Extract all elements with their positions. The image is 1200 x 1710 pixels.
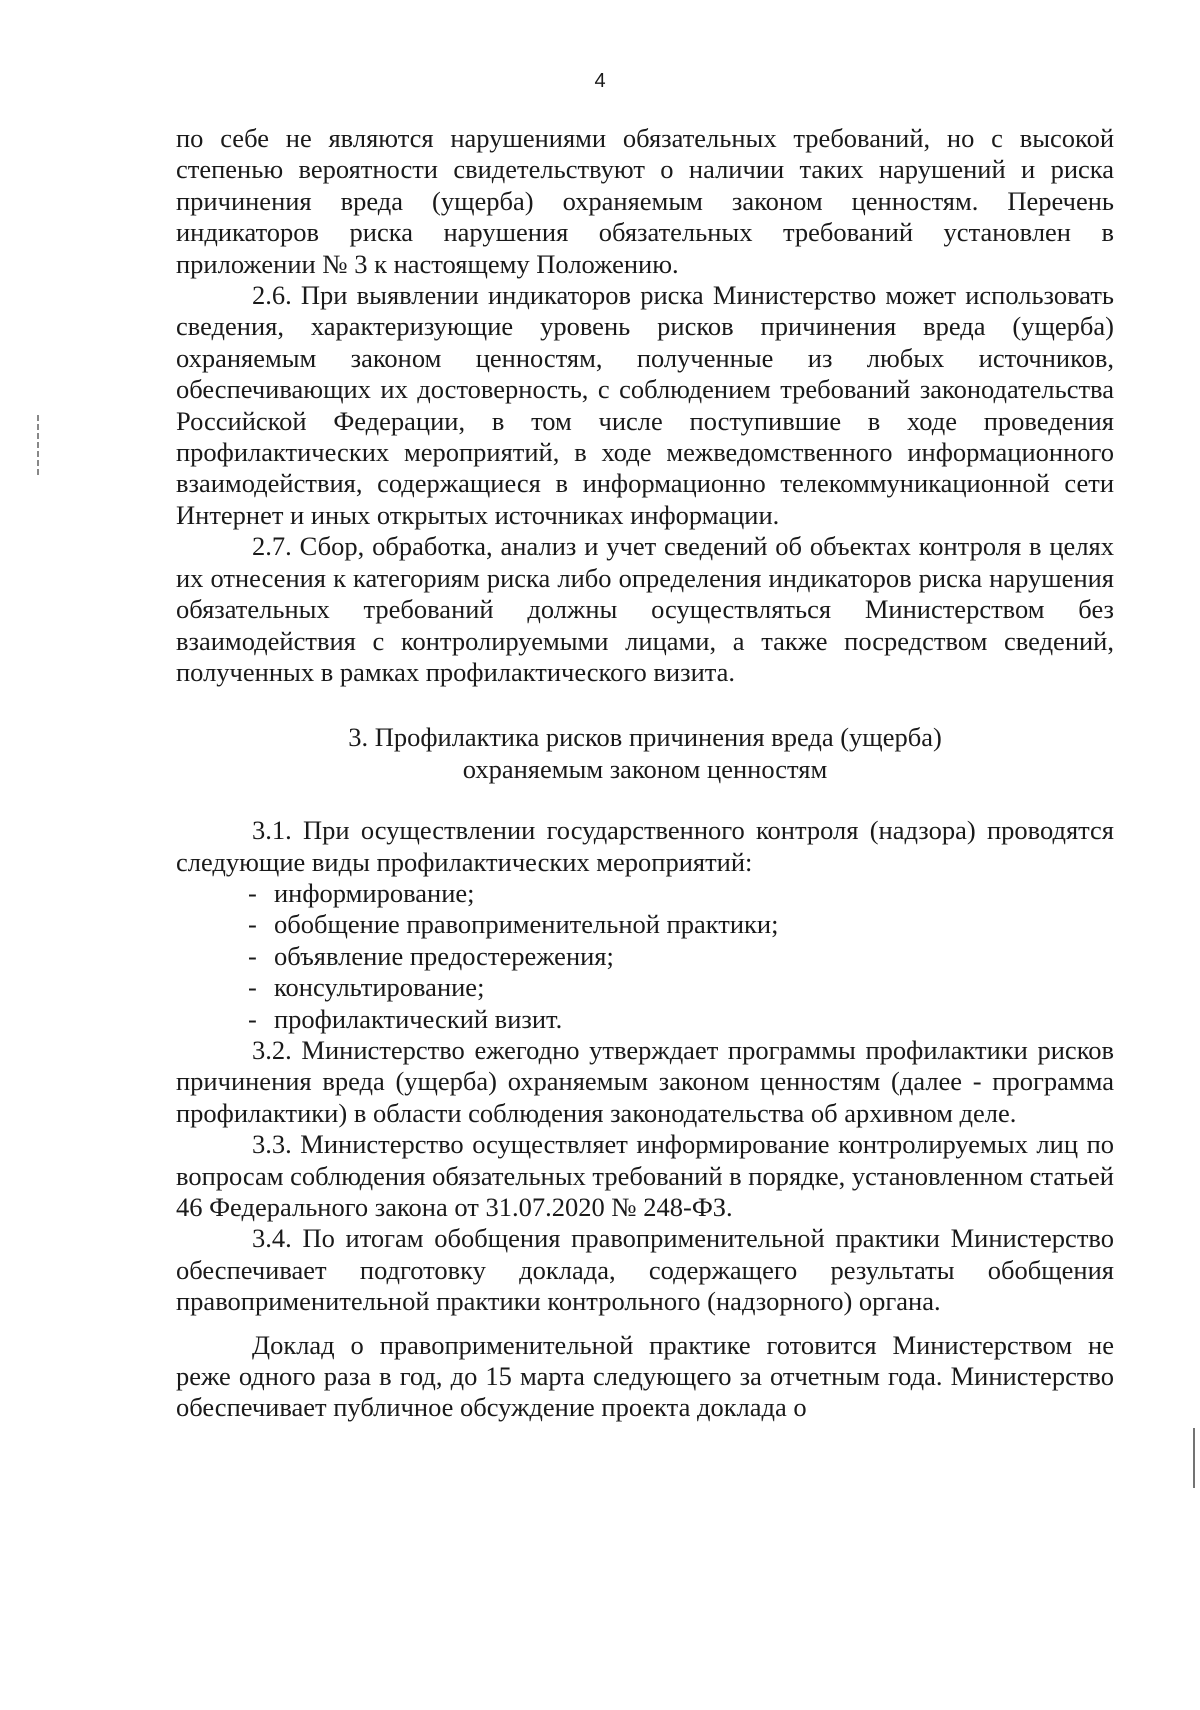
prevention-measures-list xyxy=(176,878,1114,1035)
scan-artifact-mark xyxy=(1193,1428,1195,1488)
list-dash: - xyxy=(248,1003,257,1034)
scan-artifact-mark xyxy=(37,415,39,475)
list-item-text: объявление предостережения; xyxy=(274,940,614,971)
list-dash: - xyxy=(248,877,257,908)
list-dash: - xyxy=(248,972,257,1003)
list-item-text: информирование; xyxy=(274,877,475,908)
paragraph-continuation: по себе не являются нарушениями обязательных требований, но с высокой степенью вероятности свидетельствуют о наличии таких нарушений и риска причинения вреда (ущерба) охраняемым законом ценностям. Перечень индикаторов риска нарушения обязательных требований установлен в приложении № 3 к настоящему Положению. xyxy=(176,123,1114,279)
paragraph-3-3: 3.3. Министерство осуществляет информирование контролируемых лиц по вопросам соблюдения обязательных требований в порядке, установленном статьей 46 Федерального закона от 31.07.2020 № 248-ФЗ. xyxy=(176,1129,1114,1222)
section-heading-line-2: охраняемым законом ценностям xyxy=(462,753,828,784)
list-dash: - xyxy=(248,909,257,940)
list-item xyxy=(176,909,1114,940)
list-item xyxy=(176,972,1114,1003)
page-number: 4 xyxy=(594,70,606,92)
paragraph-report: Доклад о правоприменительной практике готовится Министерством не реже одного раза в год, до 15 марта следующего за отчетным года. Министерство обеспечивает публичное обсуждение проекта доклада о xyxy=(176,1329,1114,1423)
list-item xyxy=(176,1004,1114,1035)
list-item-text: профилактический визит. xyxy=(274,1003,563,1034)
list-item-text: обобщение правоприменительной практики; xyxy=(274,909,779,940)
document-body xyxy=(176,123,1114,1424)
paragraph-2-7: 2.7. Сбор, обработка, анализ и учет сведений об объектах контроля в целях их отнесения к категориям риска либо определения индикаторов риска нарушения обязательных требований должны осуществляться Министерством без взаимодействия с контролируемыми лицами, а также посредством сведений, полученных в рамках профилактического визита. xyxy=(176,531,1114,687)
list-item-text: консультирование; xyxy=(274,972,485,1003)
list-item xyxy=(176,878,1114,909)
list-dash: - xyxy=(248,940,257,971)
list-item xyxy=(176,941,1114,972)
paragraph-3-4: 3.4. По итогам обобщения правоприменительной практики Министерство обеспечивает подготовку доклада, содержащего результаты обобщения правоприменительной практики контрольного (надзорного) органа. xyxy=(176,1223,1114,1317)
paragraph-2-6: 2.6. При выявлении индикаторов риска Министерство может использовать сведения, характеризующие уровень рисков причинения вреда (ущерба) охраняемым законом ценностям, полученные из любых источников, обеспечивающих их достоверность, с соблюдением требований законодательства Российской Федерации, в том числе поступившие в ходе проведения профилактических мероприятий, в ходе межведомственного информационного взаимодействия, содержащиеся в информационно телекоммуникационной сети Интернет и иных открытых источниках информации. xyxy=(176,280,1114,530)
paragraph-3-1: 3.1. При осуществлении государственного контроля (надзора) проводятся следующие виды профилактических мероприятий: xyxy=(176,815,1114,877)
section-heading-line-1: 3. Профилактика рисков причинения вреда (ущерба) xyxy=(348,722,942,753)
paragraph-3-2: 3.2. Министерство ежегодно утверждает программы профилактики рисков причинения вреда (ущерба) охраняемым законом ценностям (далее - программа профилактики) в области соблюдения законодательства об архивном деле. xyxy=(176,1034,1114,1128)
